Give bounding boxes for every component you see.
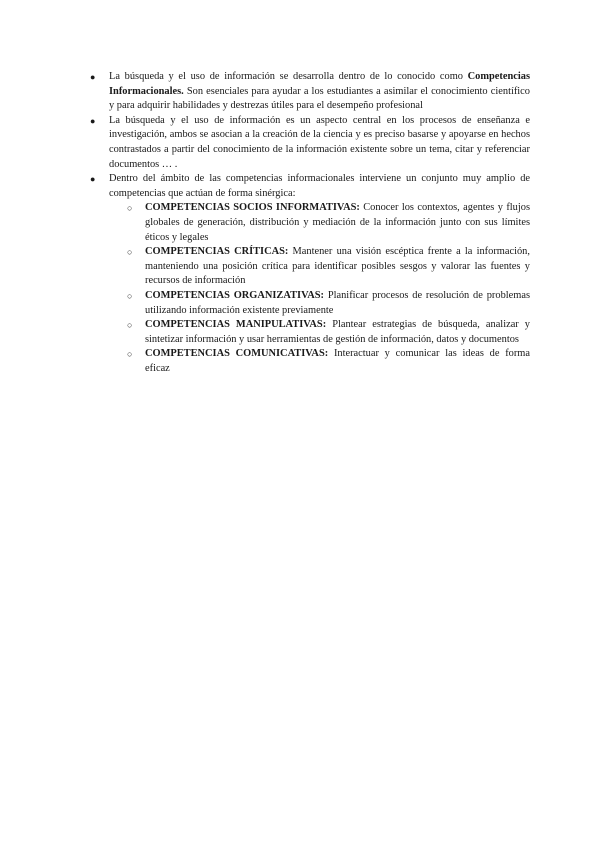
paragraph-text: Dentro del ámbito de las competencias informacionales interviene un conjunto muy amplio de competencias que actúan de forma sinérgica: <box>109 173 530 199</box>
hollow-bullet-icon: ○ <box>127 247 133 258</box>
hollow-bullet-icon: ○ <box>127 320 133 331</box>
hollow-bullet-icon: ○ <box>127 349 133 360</box>
list-item <box>90 114 530 172</box>
sub-paragraph-text: COMPETENCIAS MANIPULATIVAS: Plantear estrategias de búsqueda, analizar y sintetizar información y usar herramientas de gestión de información, datos y documentos <box>145 319 530 345</box>
sub-list-item <box>127 245 530 289</box>
list-item <box>90 172 530 376</box>
sub-list-item <box>127 347 530 376</box>
sub-list-item <box>127 201 530 245</box>
filled-bullet-icon: ● <box>90 174 96 185</box>
paragraph-text: La búsqueda y el uso de información se desarrolla dentro de lo conocido como Competencias Informacionales. Son esenciales para ayudar a los estudiantes a asimilar el conocimiento científico y para adquirir habilidades y destrezas útiles para el desempeño profesional <box>109 71 530 112</box>
sub-paragraph-text: COMPETENCIAS CRÍTICAS: Mantener una visión escéptica frente a la información, manteniendo una posición crítica para identificar posibles sesgos y valorar las fuentes y recursos de información <box>145 246 530 287</box>
document-body <box>90 70 530 376</box>
filled-bullet-icon: ● <box>90 115 96 126</box>
sub-bullet-list <box>109 201 530 376</box>
sub-paragraph-text: COMPETENCIAS COMUNICATIVAS: Interactuar y comunicar las ideas de forma eficaz <box>145 348 530 374</box>
list-item <box>90 70 530 114</box>
paragraph-text: La búsqueda y el uso de información es un aspecto central en los procesos de enseñanza e investigación, ambos se asocian a la creación de la ciencia y es preciso basarse y apoyarse en hechos contrastados a partir del conocimiento de la información existente sobre un tema, citar y referenciar documentos … . <box>109 114 530 170</box>
sub-list-item <box>127 289 530 318</box>
competence-title: COMPETENCIAS SOCIOS INFORMATIVAS: <box>145 202 360 214</box>
sub-paragraph-text: COMPETENCIAS SOCIOS INFORMATIVAS: Conocer los contextos, agentes y flujos globales de generación, distribución y mediación de la información junto con sus límites éticos y legales <box>145 202 531 243</box>
bullet-list <box>90 70 530 376</box>
bold-term: Competencias Informacionales. <box>109 71 530 97</box>
hollow-bullet-icon: ○ <box>127 203 133 214</box>
sub-paragraph-text: COMPETENCIAS ORGANIZATIVAS: Planificar procesos de resolución de problemas utilizando información existente previamente <box>145 289 530 316</box>
competence-title: COMPETENCIAS COMUNICATIVAS: <box>145 348 329 360</box>
sub-list-item <box>127 318 530 347</box>
competence-title: COMPETENCIAS ORGANIZATIVAS: <box>145 289 324 301</box>
competence-title: COMPETENCIAS CRÍTICAS: <box>145 246 289 258</box>
competence-title: COMPETENCIAS MANIPULATIVAS: <box>145 319 327 331</box>
filled-bullet-icon: ● <box>90 72 96 82</box>
hollow-bullet-icon: ○ <box>127 290 133 301</box>
